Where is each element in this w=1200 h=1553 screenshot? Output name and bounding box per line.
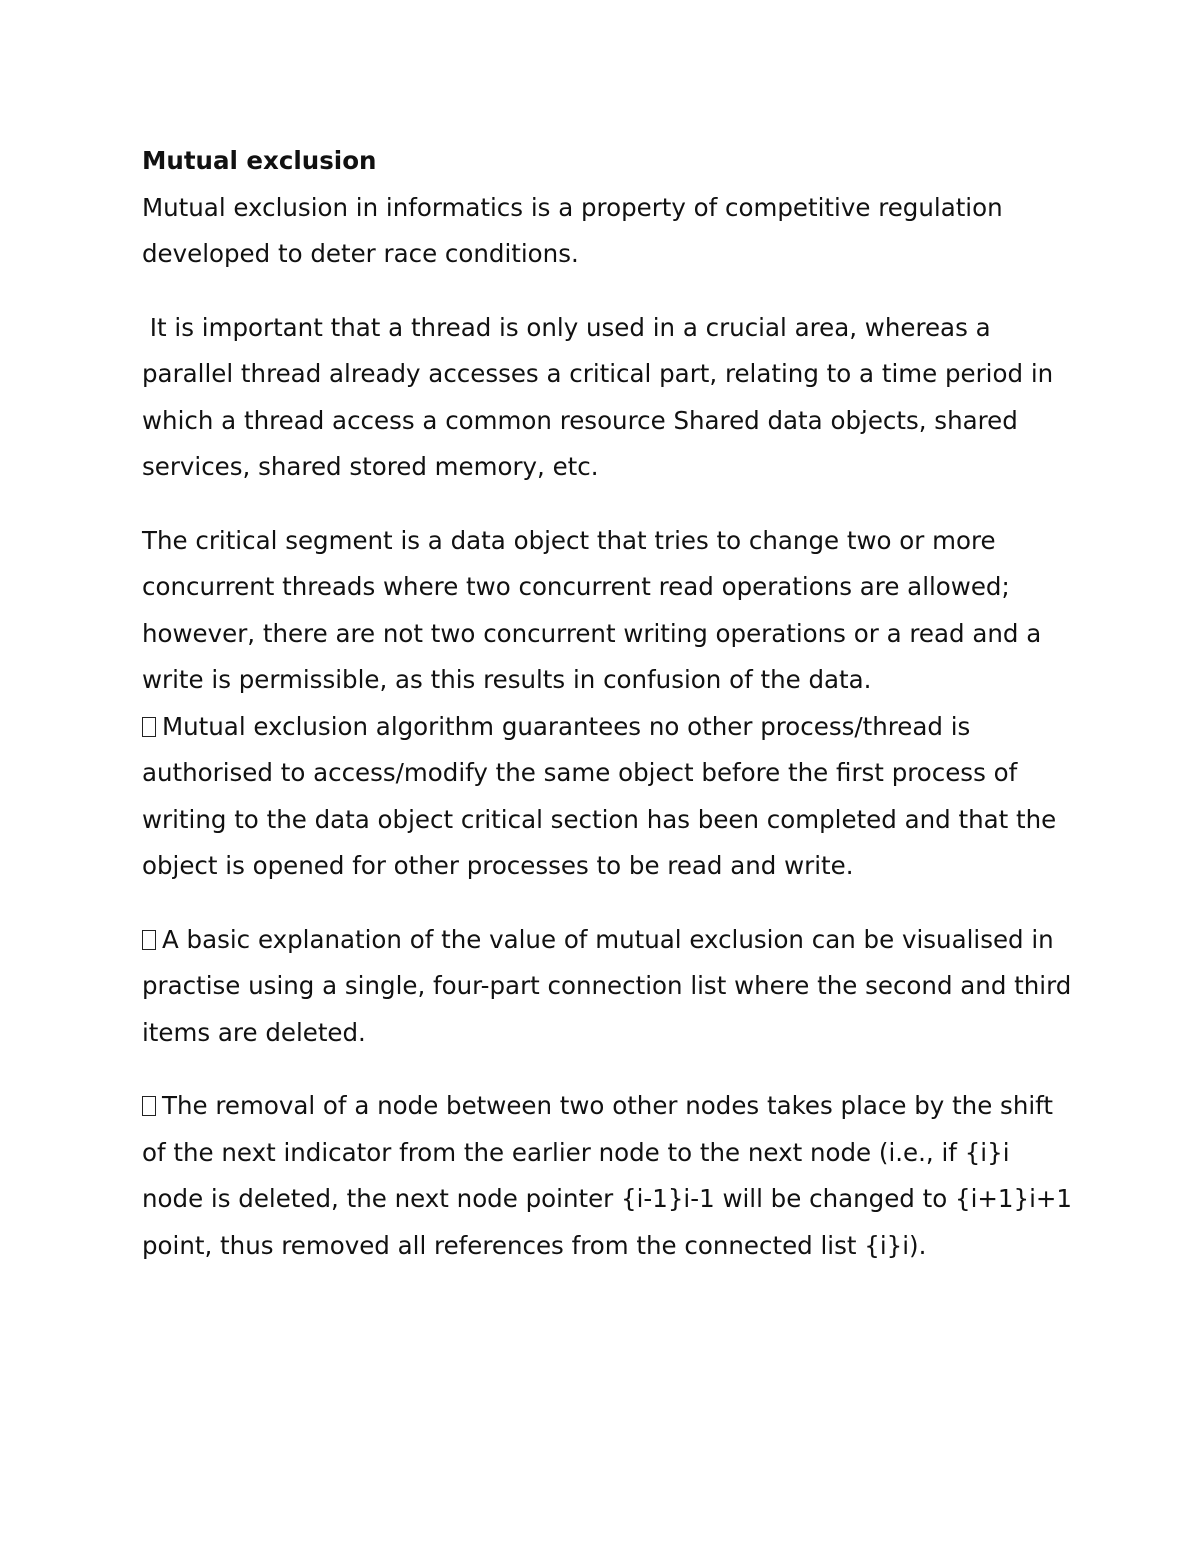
paragraph-thread-access bbox=[142, 305, 1072, 491]
bullet-text: The removal of a node between two other nodes takes place by the shift of the next indicator from the earlier node to the next node (i.e., if {i}i node is deleted, the next node pointer {i-1}i-1 will be changed to {i+1}i+1 point, thus removed all references from the connected list {i}i). bbox=[142, 1091, 1073, 1260]
missing-glyph-icon bbox=[142, 717, 156, 737]
missing-glyph-icon bbox=[142, 1096, 156, 1116]
missing-glyph-icon bbox=[142, 930, 156, 950]
paragraph-thread-access-text: It is important that a thread is only used in a crucial area, whereas a parallel thread already accesses a critical part, relating to a time period in which a thread access a common resource Shared data objects, shared services, shared stored memory, etc. bbox=[142, 312, 1054, 481]
bullet-item bbox=[142, 704, 1072, 890]
bullet-item bbox=[142, 1083, 1072, 1269]
intro-paragraph: Mutual exclusion in informatics is a property of competitive regulation developed to deter race conditions. bbox=[142, 192, 1003, 268]
paragraph-critical-segment: The critical segment is a data object that tries to change two or more concurrent threads where two concurrent read operations are allowed; however, there are not two concurrent writing operations or a read and a write is permissible, as this results in confusion of the data. bbox=[142, 525, 1042, 694]
document-body bbox=[142, 138, 1072, 1269]
bullet-text: A basic explanation of the value of mutual exclusion can be visualised in practise using a single, four-part connection list where the second and third items are deleted. bbox=[142, 924, 1072, 1047]
document-title: Mutual exclusion bbox=[142, 146, 377, 175]
bullet-item bbox=[142, 917, 1072, 1057]
bullet-text: Mutual exclusion algorithm guarantees no other process/thread is authorised to access/modify the same object before the first process of writing to the data object critical section has been completed and that the object is opened for other processes to be read and write. bbox=[142, 711, 1057, 880]
